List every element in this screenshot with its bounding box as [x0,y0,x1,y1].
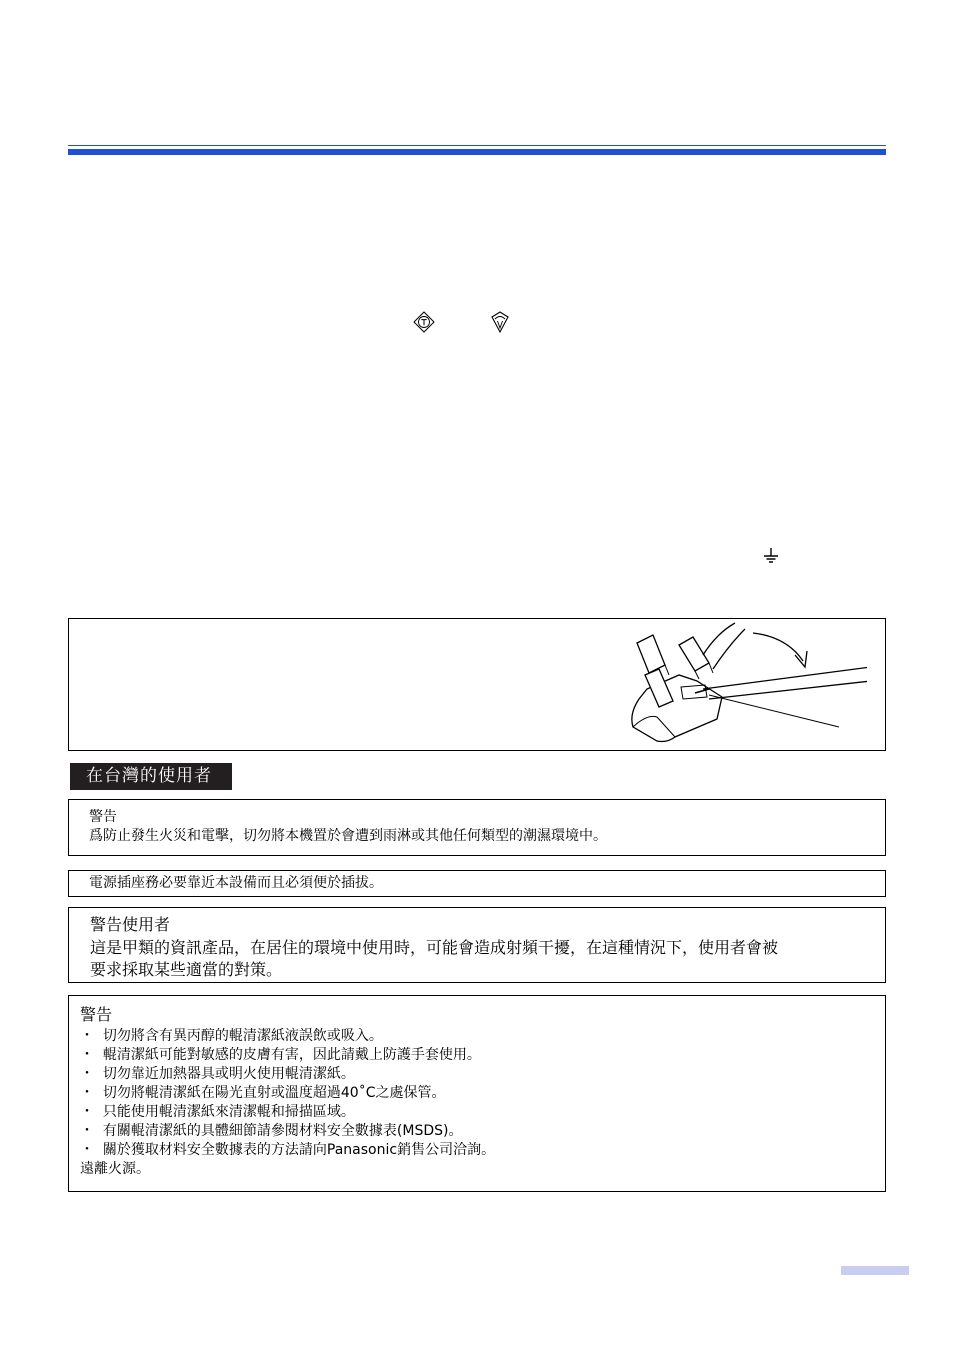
header-rule-thick [68,149,886,155]
plug-fuse-illustration [617,619,867,750]
cleaning-warning-footer: 遠離火源。 [80,1161,150,1177]
cleaning-warning-title: 警告 [80,1005,113,1024]
list-item [80,1046,481,1065]
astabrb-mark-icon [413,311,435,333]
taiwan-users-tag: 在台灣的使用者 [70,763,232,790]
bullet: ・ [80,1123,94,1139]
socket-note-box [68,870,886,897]
bullet: ・ [80,1028,94,1044]
socket-note-text: 電源插座務必要靠近本設備而且必須便於插拔。 [89,875,383,891]
warning-text: 爲防止發生火災和電擊，切勿將本機置於會遭到雨淋或其他任何類型的潮濕環境中。 [89,828,607,844]
fire-warning-box [68,799,886,856]
user-warning-title: 警告使用者 [90,915,171,934]
user-warning-line: 這是甲類的資訊產品，在居住的環境中使用時，可能會造成射頻干擾，在這種情況下，使用者會被 [90,938,779,957]
bullet: ・ [80,1104,94,1120]
list-item-text: 切勿將含有異丙醇的輥清潔紙液誤飲或吸入。 [102,1028,383,1044]
user-warning-box [68,907,886,983]
list-item [80,1141,495,1160]
earth-symbol-icon [762,546,780,566]
list-item [80,1103,355,1122]
list-item [80,1084,446,1103]
list-item-text: 切勿靠近加熱器具或明火使用輥清潔紙。 [102,1066,355,1082]
list-item-text: 只能使用輥清潔紙來清潔輥和掃描區域。 [102,1104,355,1120]
fuse-info-box [68,618,886,751]
list-item-text: 有關輥清潔紙的具體細節請參閱材料安全數據表(MSDS)。 [102,1123,463,1139]
user-warning-line: 要求採取某些適當的對策。 [90,960,283,979]
list-item [80,1122,462,1141]
list-item-text: 切勿將輥清潔紙在陽光直射或溫度超過40˚C之處保管。 [102,1085,446,1101]
header-rule-thin [68,145,886,146]
warning-title: 警告 [89,809,117,825]
bsi-kitemark-icon [489,310,511,334]
list-item-text: 關於獲取材料安全數據表的方法請向Panasonic銷售公司洽詢。 [102,1142,496,1158]
cleaning-warning-box [68,995,886,1192]
bullet: ・ [80,1066,94,1082]
bullet: ・ [80,1142,94,1158]
list-item-text: 輥清潔紙可能對敏感的皮膚有害，因此請戴上防護手套使用。 [102,1047,481,1063]
list-item [80,1065,355,1084]
list-item [80,1027,383,1046]
bullet: ・ [80,1047,94,1063]
page-tab-marker [841,1266,909,1275]
bullet: ・ [80,1085,94,1101]
